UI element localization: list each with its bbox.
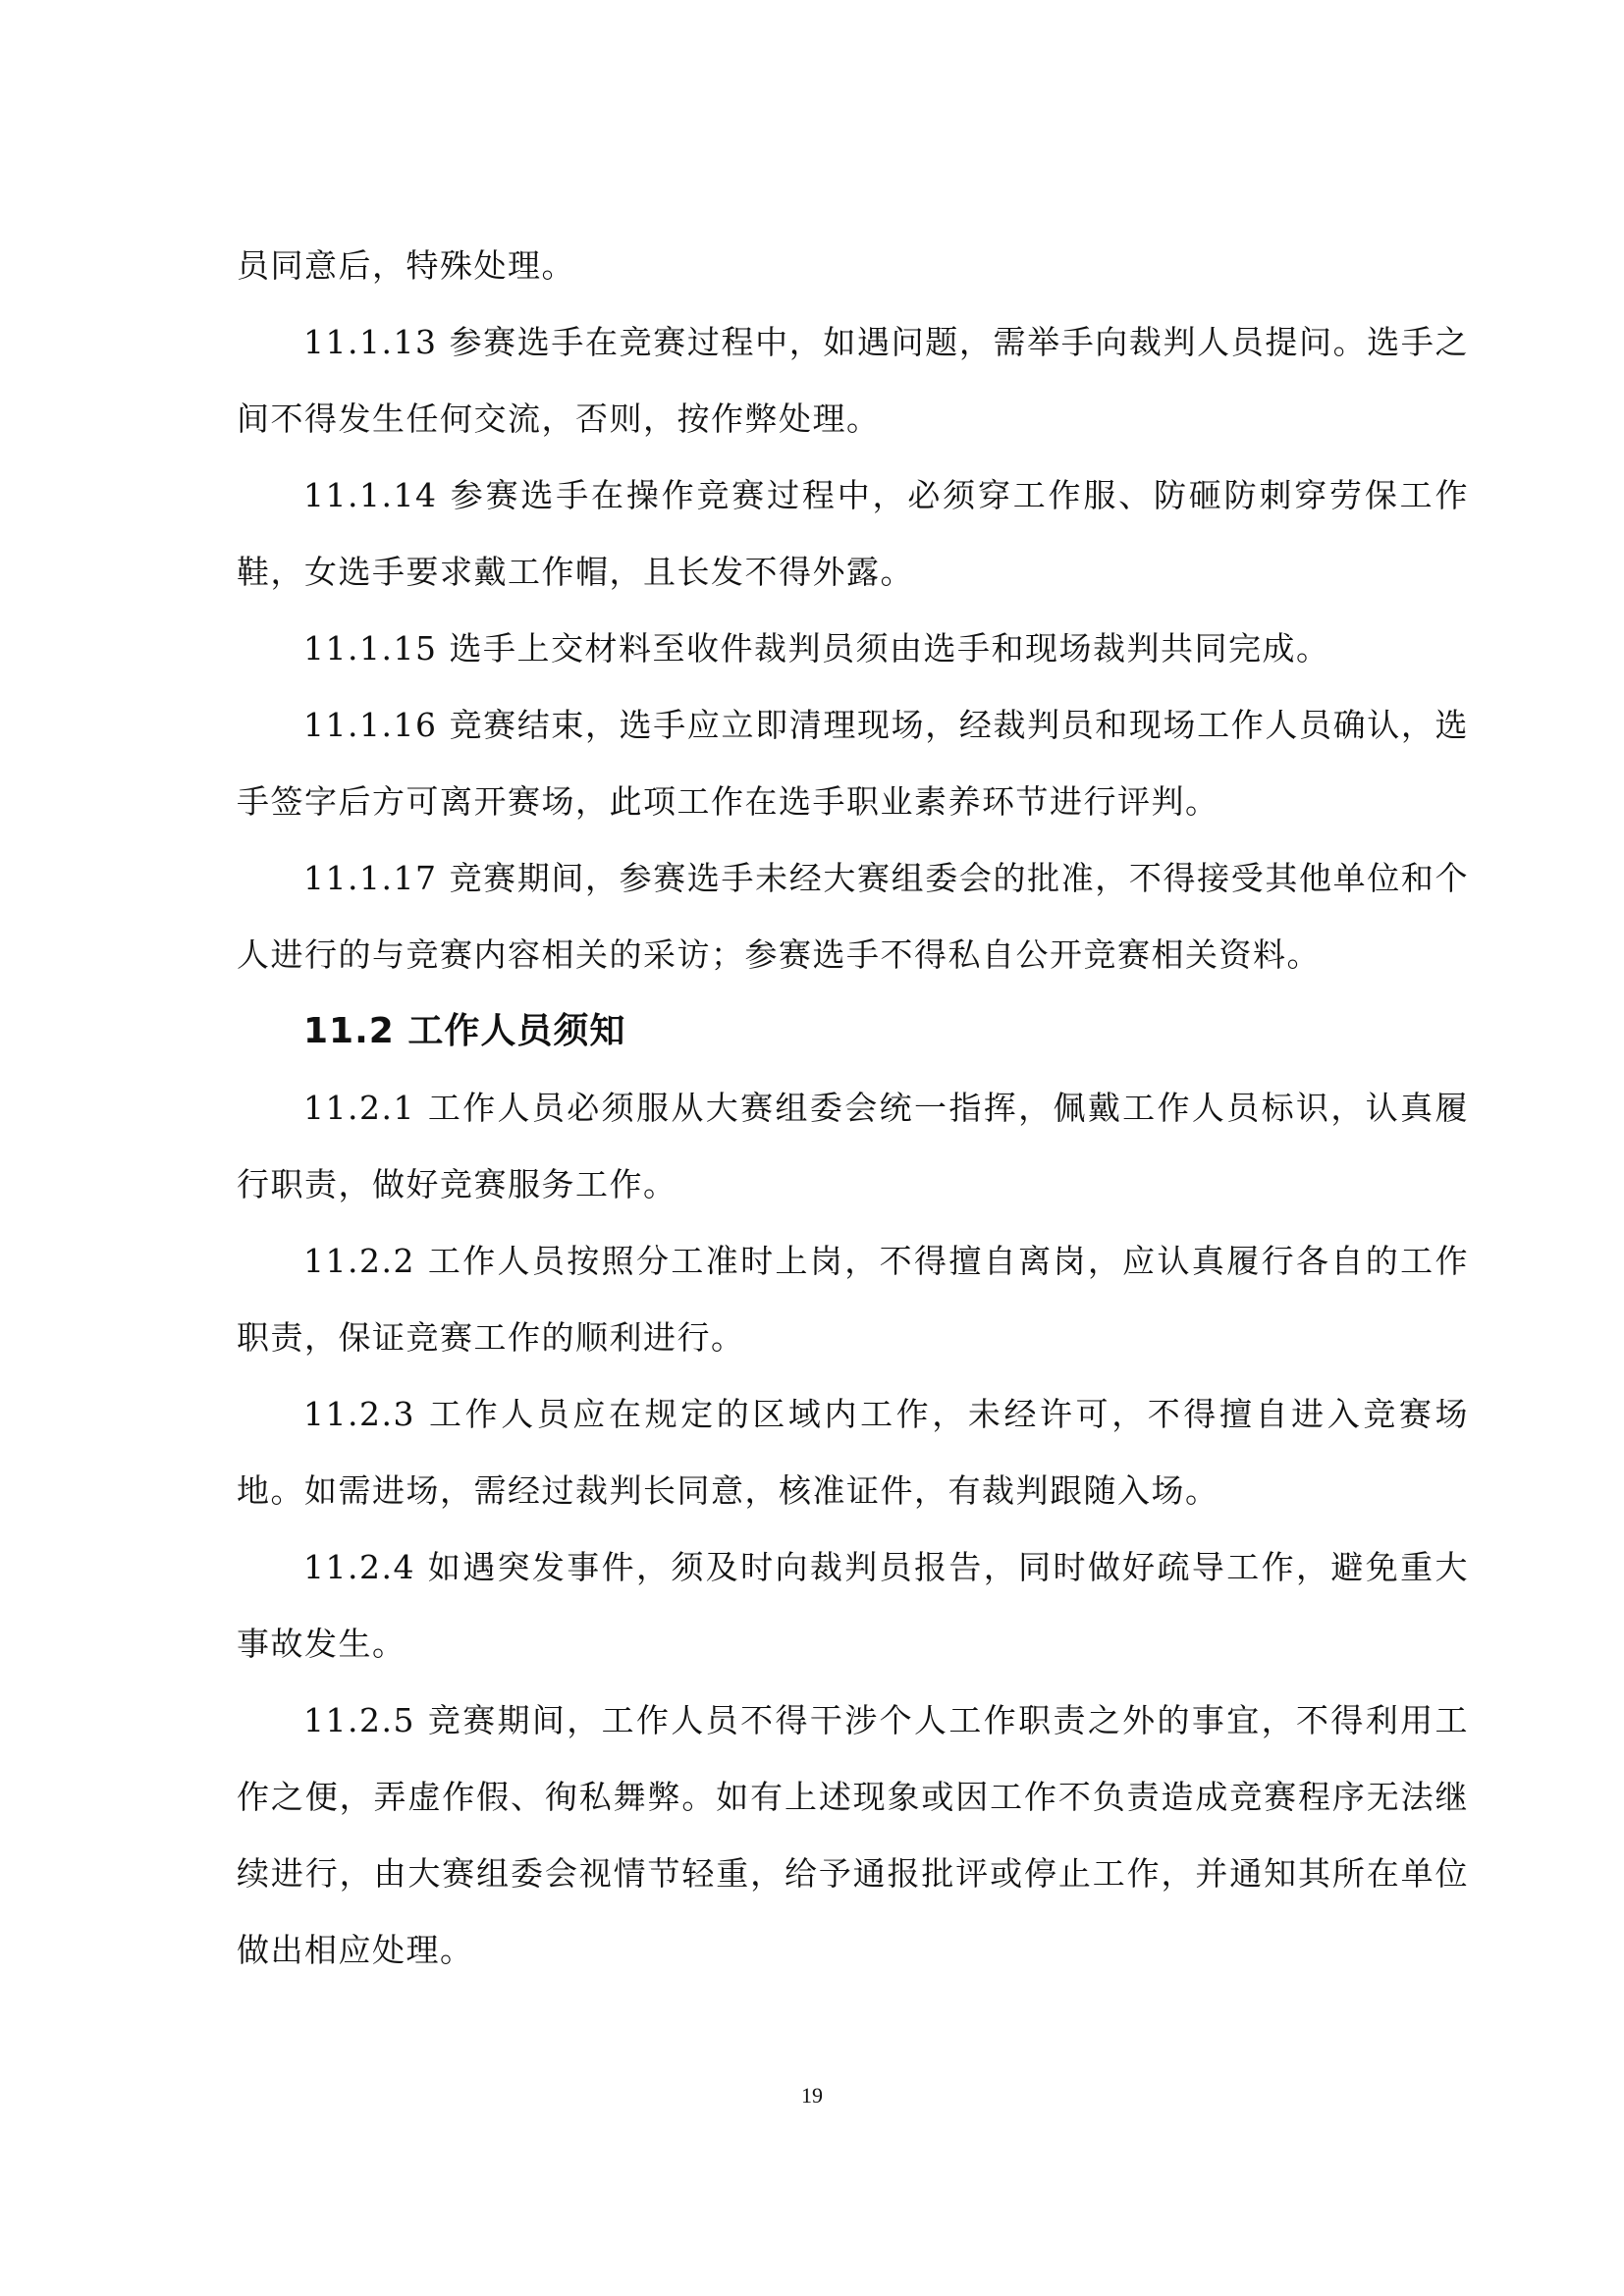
section-heading: 11.2 工作人员须知 <box>303 1011 626 1051</box>
paragraph-11-2-5: 11.2.5 竞赛期间，工作人员不得干涉个人工作职责之外的事宜，不得利用工作之便，弄虚作假、徇私舞弊。如有上述现象或因工作不负责造成竞赛程序无法继续进行，由大赛组委会视情节轻重，给予通报批评或停止工作，并通知其所在单位做出相应处理。 <box>237 1701 1469 1969</box>
paragraph-11-2-1: 11.2.1 工作人员必须服从大赛组委会统一指挥，佩戴工作人员标识，认真履行职责，做好竞赛服务工作。 <box>237 1089 1469 1203</box>
paragraph-11-2-4: 11.2.4 如遇突发事件，须及时向裁判员报告，同时做好疏导工作，避免重大事故发生。 <box>237 1548 1469 1663</box>
page-number: 19 <box>801 2083 823 2108</box>
paragraph-11-1-17: 11.1.17 竞赛期间，参赛选手未经大赛组委会的批准，不得接受其他单位和个人进行的与竞赛内容相关的采访；参赛选手不得私自公开竞赛相关资料。 <box>237 859 1469 974</box>
paragraph-11-2-2: 11.2.2 工作人员按照分工准时上岗，不得擅自离岗，应认真履行各自的工作职责，保证竞赛工作的顺利进行。 <box>237 1242 1469 1357</box>
document-page <box>237 228 1469 1989</box>
paragraph-continuation: 员同意后，特殊处理。 <box>237 246 575 285</box>
paragraph-11-1-14: 11.1.14 参赛选手在操作竞赛过程中，必须穿工作服、防砸防刺穿劳保工作鞋，女选手要求戴工作帽，且长发不得外露。 <box>237 476 1469 591</box>
paragraph-11-1-13: 11.1.13 参赛选手在竞赛过程中，如遇问题，需举手向裁判人员提问。选手之间不得发生任何交流，否则，按作弊处理。 <box>237 323 1469 438</box>
paragraph-11-1-16: 11.1.16 竞赛结束，选手应立即清理现场，经裁判员和现场工作人员确认，选手签字后方可离开赛场，此项工作在选手职业素养环节进行评判。 <box>237 706 1469 821</box>
paragraph-11-1-15: 11.1.15 选手上交材料至收件裁判员须由选手和现场裁判共同完成。 <box>303 629 1330 667</box>
paragraph-11-2-3: 11.2.3 工作人员应在规定的区域内工作，未经许可，不得擅自进入竞赛场地。如需进场，需经过裁判长同意，核准证件，有裁判跟随入场。 <box>237 1395 1469 1510</box>
